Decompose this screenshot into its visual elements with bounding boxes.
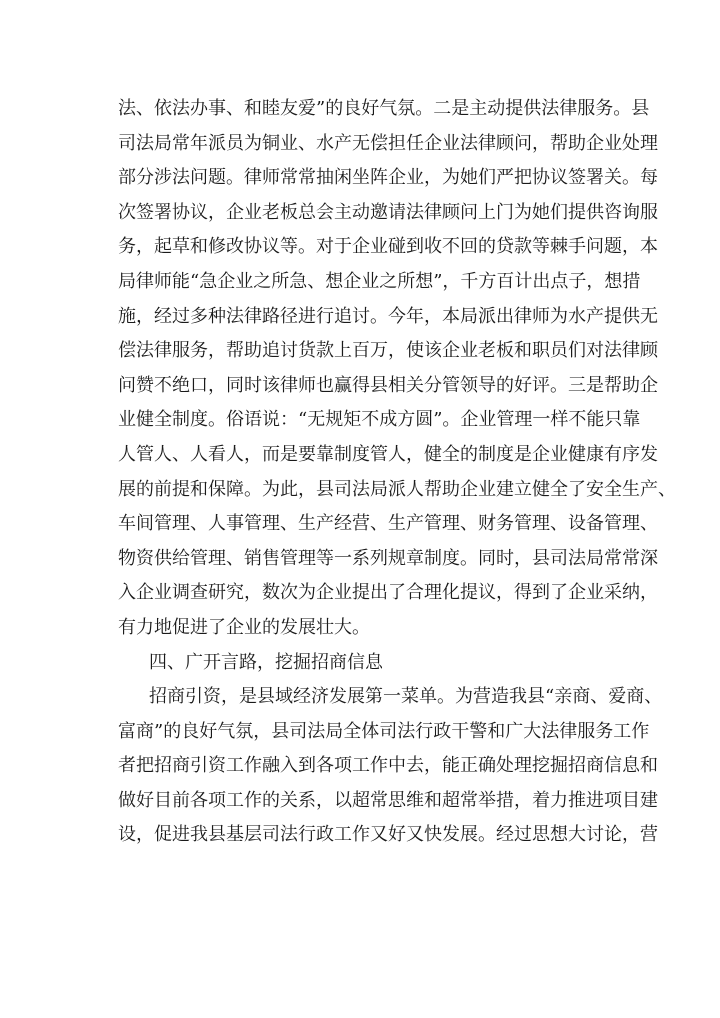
text-line: 做好目前各项工作的关系，以超常思维和超常举措，着力推进项目建 <box>118 789 658 811</box>
text-line: 入企业调查研究，数次为企业提出了合理化提议，得到了企业采纳， <box>118 582 658 604</box>
text-line: 车间管理、人事管理、生产经营、生产管理、财务管理、设备管理、 <box>118 513 658 535</box>
text-line: 次签署协议，企业老板总会主动邀请法律顾问上门为她们提供咨询服 <box>118 201 658 223</box>
text-line: 施，经过多种法律路径进行追讨。今年，本局派出律师为水产提供无 <box>118 305 658 327</box>
text-line: 问赞不绝口，同时该律师也赢得县相关分管领导的好评。三是帮助企 <box>118 374 658 396</box>
text-line: 富商”的良好气氛，县司法局全体司法行政干警和广大法律服务工作 <box>118 720 650 742</box>
text-line: 有力地促进了企业的发展壮大。 <box>118 616 370 638</box>
text-line: 招商引资，是县域经济发展第一菜单。为营造我县“亲商、爱商、 <box>149 686 663 708</box>
text-line: 部分涉法问题。律师常常抽闲坐阵企业，为她们严把协议签署关。每 <box>118 167 658 189</box>
text-line: 务，起草和修改协议等。对于企业碰到收不回的贷款等棘手问题，本 <box>118 236 658 258</box>
body-text <box>118 92 676 853</box>
text-line: 业健全制度。俗语说：“无规矩不成方圆”。企业管理一样不能只靠 <box>118 409 641 431</box>
text-line: 局律师能“急企业之所急、想企业之所想”，千方百计出点子，想措 <box>118 270 641 292</box>
text-line: 偿法律服务，帮助追讨货款上百万，使该企业老板和职员们对法律顾 <box>118 340 658 362</box>
text-line: 设，促进我县基层司法行政工作又好又快发展。经过思想大讨论，营 <box>118 824 658 846</box>
text-line: 法、依法办事、和睦友爱”的良好气氛。二是主动提供法律服务。县 <box>118 98 650 119</box>
text-line: 物资供给管理、销售管理等一系列规章制度。同时，县司法局常常深 <box>118 547 658 569</box>
text-line: 人管人、人看人，而是要靠制度管人，健全的制度是企业健康有序发 <box>118 443 658 465</box>
section-heading: 四、广开言路，挖掘招商信息 <box>149 651 383 673</box>
text-line: 展的前提和保障。为此，县司法局派人帮助企业建立健全了安全生产、 <box>118 478 676 500</box>
text-line: 者把招商引资工作融入到各项工作中去，能正确处理挖掘招商信息和 <box>118 755 658 777</box>
text-line: 司法局常年派员为铜业、水产无偿担任企业法律顾问，帮助企业处理 <box>118 132 658 154</box>
